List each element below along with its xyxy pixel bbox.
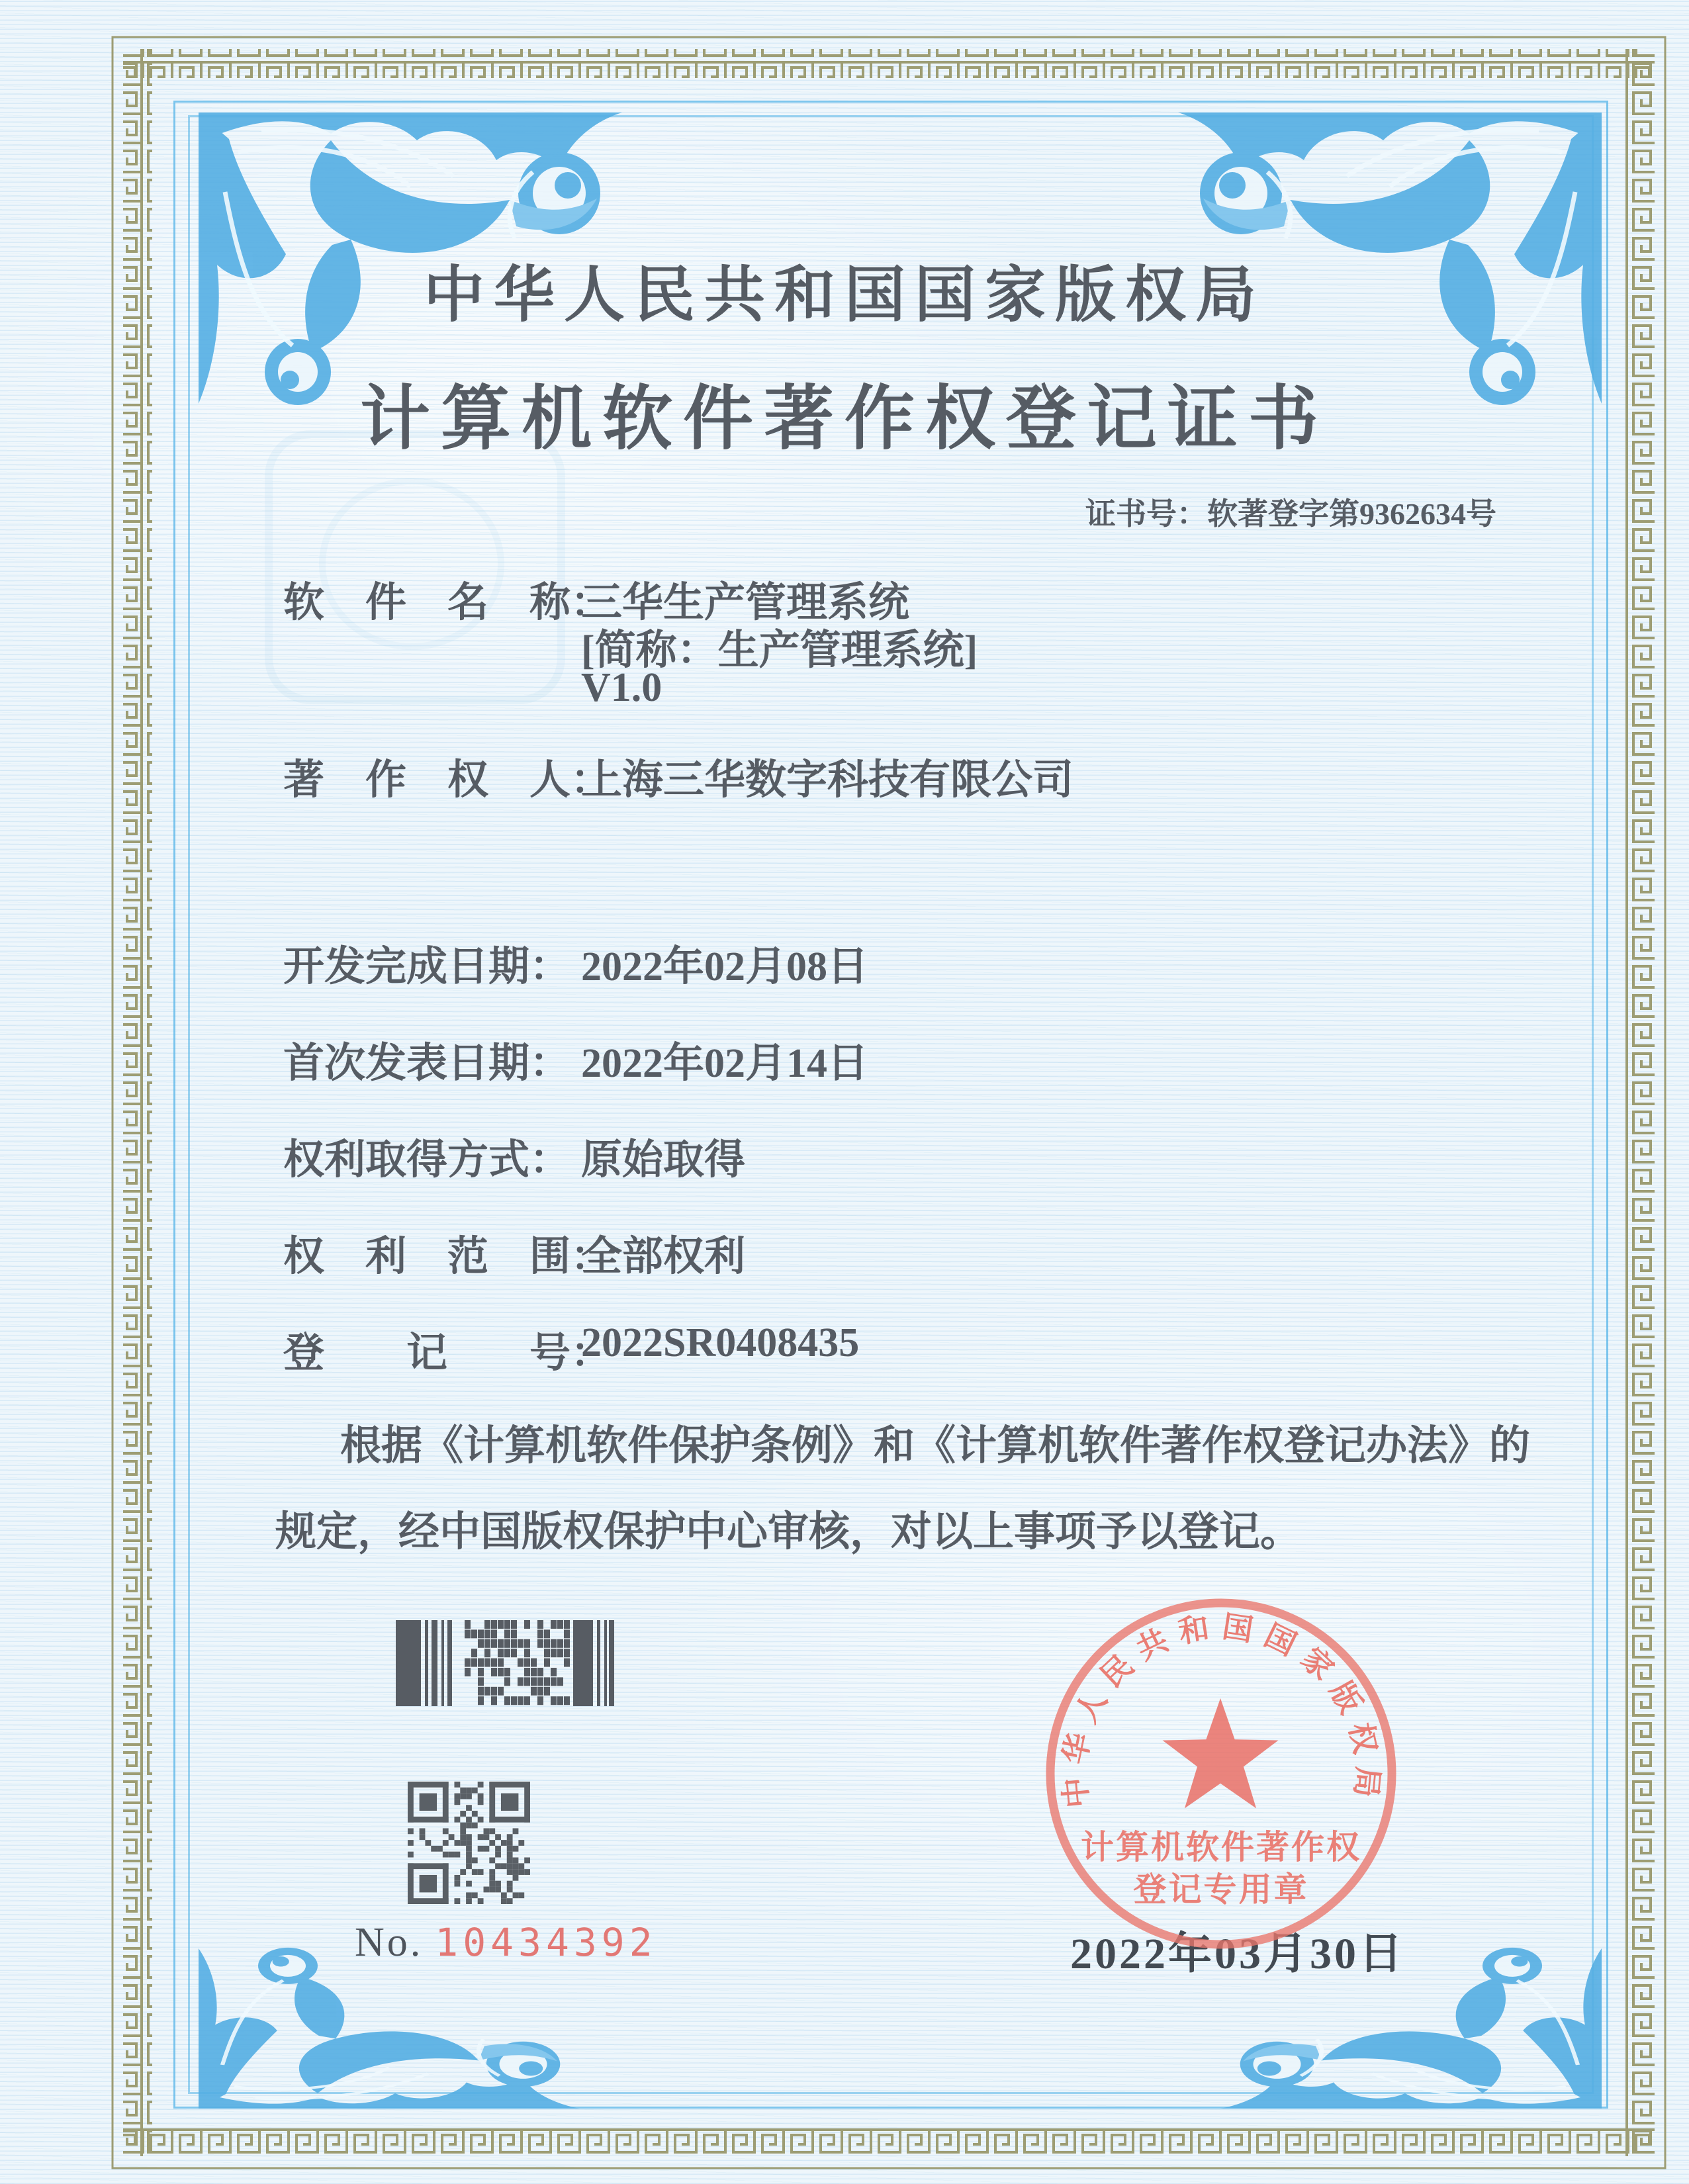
corner-flourish-bottom-left <box>199 1948 580 2109</box>
serial-prefix: No. <box>355 1920 424 1965</box>
certificate-number-line <box>1085 490 1496 533</box>
seal-text-line2: 登记专用章 <box>1133 1871 1309 1908</box>
qr-code <box>408 1782 530 1907</box>
field-label-rights-scope: 权 利 范 围： <box>283 1234 612 1279</box>
field-value-rights-acquisition: 原始取得 <box>581 1138 746 1183</box>
body-paragraph-line-2: 规定，经中国版权保护中心审核，对以上事项予以登记。 <box>275 1510 1302 1555</box>
serial-number: 10434392 <box>435 1920 657 1965</box>
seal-text-line1: 计算机软件著作权 <box>1081 1829 1361 1866</box>
seal-star-icon <box>1163 1698 1279 1808</box>
field-value-software-version: V1.0 <box>581 665 662 710</box>
field-label-rights-acquisition: 权利取得方式： <box>283 1138 571 1183</box>
field-value-software-shortname: [简称：生产管理系统] <box>581 628 978 673</box>
serial-number-line <box>355 1919 657 1966</box>
field-label-copyright-owner: 著 作 权 人： <box>283 758 612 803</box>
field-value-registration-number: 2022SR0408435 <box>581 1320 860 1365</box>
seal-ring-text: 中华人民共和国国家版权局 <box>1057 1610 1385 1809</box>
issuer-title: 中华人民共和国国家版权局 <box>423 261 1265 329</box>
document-title: 计算机软件著作权登记证书 <box>360 381 1329 458</box>
field-value-software-name: 三华生产管理系统 <box>581 580 910 625</box>
field-value-first-publish-date: 2022年02月14日 <box>581 1041 869 1086</box>
field-value-copyright-owner: 上海三华数字科技有限公司 <box>581 758 1074 803</box>
field-label-dev-complete-date: 开发完成日期： <box>283 944 571 989</box>
certificate-number-value: 软著登字第9362634号 <box>1207 497 1496 531</box>
field-label-first-publish-date: 首次发表日期： <box>283 1041 571 1086</box>
field-value-dev-complete-date: 2022年02月08日 <box>581 944 869 989</box>
issue-date: 2022年03月30日 <box>1070 1930 1405 1978</box>
field-label-software-name: 软 件 名 称： <box>283 580 612 625</box>
certificate-number-label: 证书号： <box>1085 497 1207 531</box>
field-label-registration-number: 登 记 号： <box>283 1331 612 1376</box>
barcode <box>396 1620 614 1709</box>
field-value-rights-scope: 全部权利 <box>581 1234 746 1279</box>
official-red-seal <box>1036 1588 1406 1962</box>
body-paragraph-line-1: 根据《计算机软件保护条例》和《计算机软件著作权登记办法》的 <box>340 1424 1531 1469</box>
watermark <box>265 430 565 704</box>
